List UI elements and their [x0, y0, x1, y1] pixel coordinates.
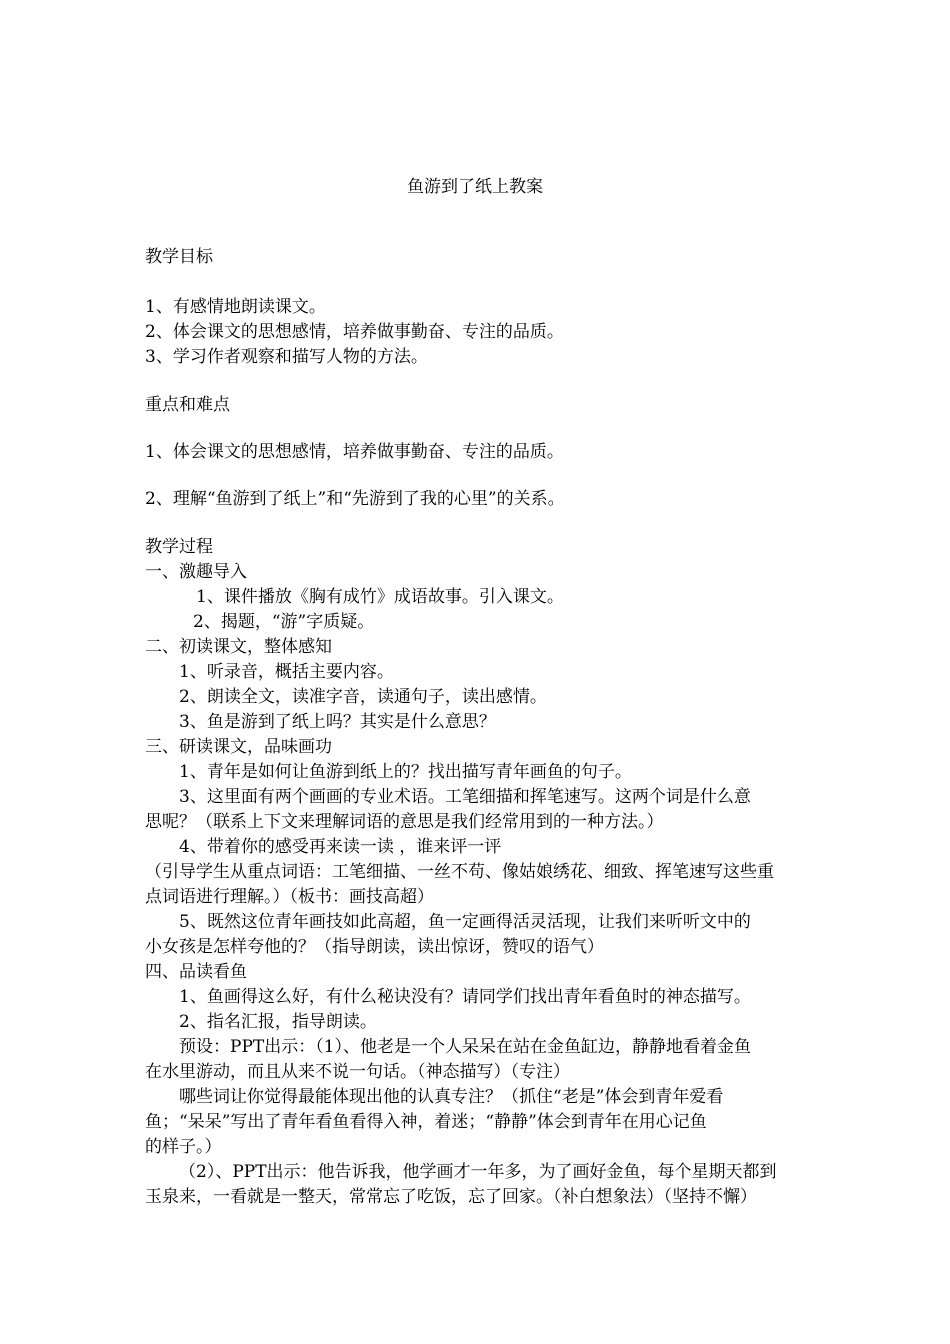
- section-heading-process: 教学过程: [145, 537, 213, 557]
- process-line: （2）、PPT出示：他告诉我，他学画才一年多，为了画好金鱼，每个星期天都到: [179, 1162, 777, 1182]
- process-line: 在水里游动，而且从来不说一句话。（神态描写）（专注）: [145, 1062, 570, 1082]
- section-heading-key-points: 重点和难点: [145, 395, 230, 415]
- process-line: 预设：PPT出示：（1）、他老是一个人呆呆在站在金鱼缸边，静静地看着金鱼: [179, 1037, 752, 1057]
- process-line: 点词语进行理解。）（板书：画技高超）: [145, 887, 434, 907]
- process-line: 3、鱼是游到了纸上吗？其实是什么意思？: [179, 712, 496, 732]
- process-line: 2、揭题，“游”字质疑。: [193, 612, 375, 632]
- process-line: 1、听录音，概括主要内容。: [179, 662, 394, 682]
- goal-item: 1、有感情地朗读课文。: [145, 297, 326, 317]
- process-line: 思呢？（联系上下文来理解词语的意思是我们经常用到的一种方法。）: [145, 812, 664, 832]
- process-line: 鱼；“呆呆”写出了青年看鱼看得入神，着迷；“静静”体会到青年在用心记鱼: [145, 1112, 707, 1132]
- key-point-item-2: [145, 487, 810, 512]
- key-point-item: 2、理解“鱼游到了纸上”和“先游到了我的心里”的关系。: [145, 489, 565, 509]
- process-line: 玉泉来，一看就是一整天，常常忘了吃饭，忘了回家。（补白想象法）（坚持不懈）: [145, 1187, 757, 1207]
- process-line: 小女孩是怎样夸他的？（指导朗读，读出惊讶，赞叹的语气）: [145, 937, 604, 957]
- section-heading-goals: 教学目标: [145, 247, 213, 267]
- goal-item: 2、体会课文的思想感情，培养做事勤奋、专注的品质。: [145, 322, 564, 342]
- goal-item: 3、学习作者观察和描写人物的方法。: [145, 347, 428, 367]
- process-line: 1、青年是如何让鱼游到纸上的？找出描写青年画鱼的句子。: [179, 762, 632, 782]
- process-line: 2、指名汇报，指导朗读。: [179, 1012, 377, 1032]
- process-section: [145, 535, 810, 1210]
- process-line: 1、鱼画得这么好，有什么秘诀没有？请同学们找出青年看鱼时的神态描写。: [179, 987, 751, 1007]
- key-point-item: 1、体会课文的思想感情，培养做事勤奋、专注的品质。: [145, 442, 564, 462]
- goals-list: [145, 295, 810, 370]
- key-points-section: [145, 393, 810, 418]
- process-step-heading: 四、品读看鱼: [145, 962, 247, 982]
- key-point-item-1: [145, 440, 810, 465]
- process-line: 哪些词让你觉得最能体现出他的认真专注？（抓住“老是”体会到青年爱看: [179, 1087, 724, 1107]
- process-line: 3、这里面有两个画画的专业术语。工笔细描和挥笔速写。这两个词是什么意: [179, 787, 751, 807]
- process-step-heading: 三、研读课文，品味画功: [145, 737, 332, 757]
- process-step-heading: 二、初读课文，整体感知: [145, 637, 332, 657]
- document-title: 鱼游到了纸上教案: [407, 177, 543, 197]
- process-step-heading: 一、激趣导入: [145, 562, 247, 582]
- process-line: 2、朗读全文，读准字音，读通句子，读出感情。: [179, 687, 547, 707]
- process-line: 1、课件播放《胸有成竹》成语故事。引入课文。: [196, 587, 564, 607]
- process-line: 的样子。）: [145, 1137, 222, 1157]
- goals-section: [145, 245, 810, 270]
- process-line: （引导学生从重点词语：工笔细描、一丝不苟、像姑娘绣花、细致、挥笔速写这些重: [145, 862, 774, 882]
- process-line: 5、既然这位青年画技如此高超，鱼一定画得活灵活现，让我们来听听文中的: [179, 912, 751, 932]
- process-line: 4、带着你的感受再来读一读 ，谁来评一评: [179, 837, 502, 857]
